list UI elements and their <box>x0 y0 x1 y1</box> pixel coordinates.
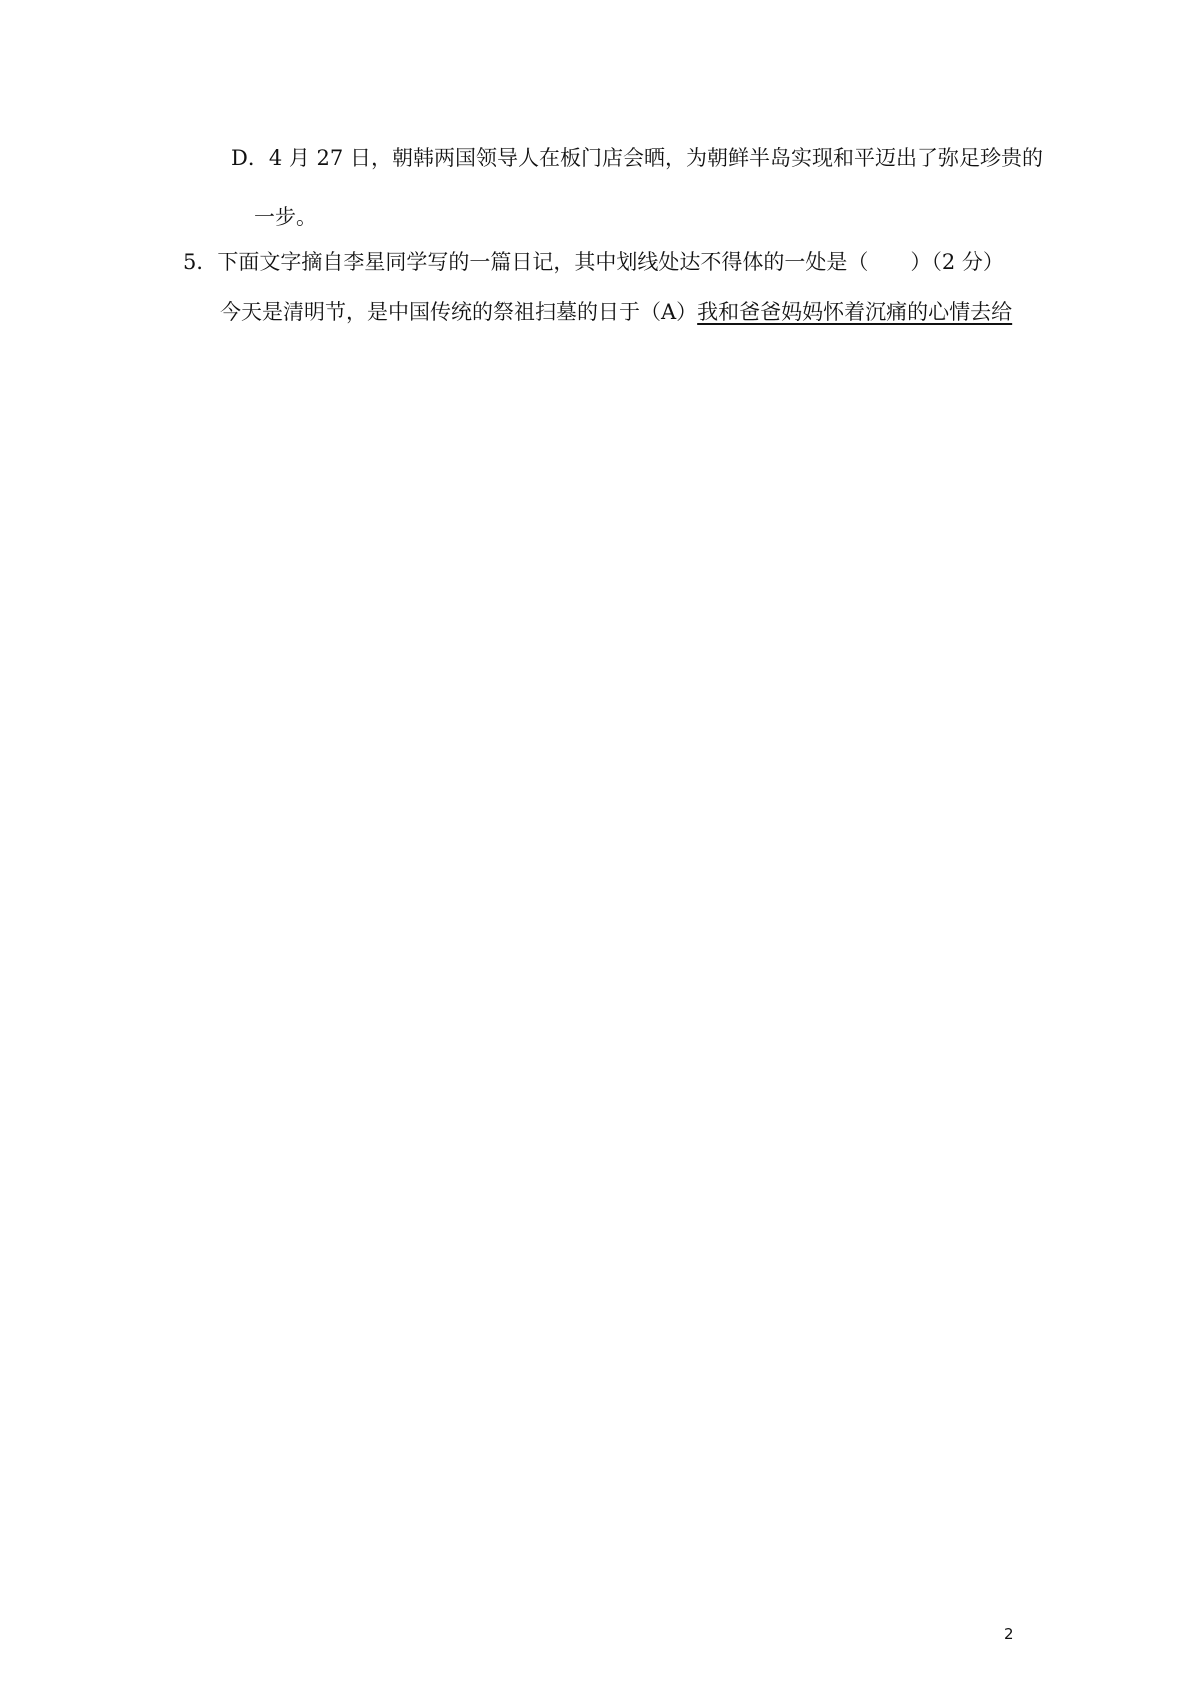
q4-option-d-cont: 一步。 <box>254 205 317 229</box>
page-number: 2 <box>1004 1625 1014 1643</box>
q5-diary-line1: 今天是清明节，是中国传统的祭祖扫墓的日于（A）我和爸爸妈妈怀着沉痛的心情去给 <box>220 300 1013 324</box>
q5-stem: 5．下面文字摘自李星同学写的一篇日记，其中划线处达不得体的一处是（ ）（2 分） <box>183 250 1004 274</box>
q4-option-d: D．4 月 27 日，朝韩两国领导人在板门店会晒，为朝鲜半岛实现和平迈出了弥足珍贵的 <box>231 146 1043 170</box>
option-a-underline: 我和爸爸妈妈怀着沉痛的心情去给 <box>697 300 1013 324</box>
